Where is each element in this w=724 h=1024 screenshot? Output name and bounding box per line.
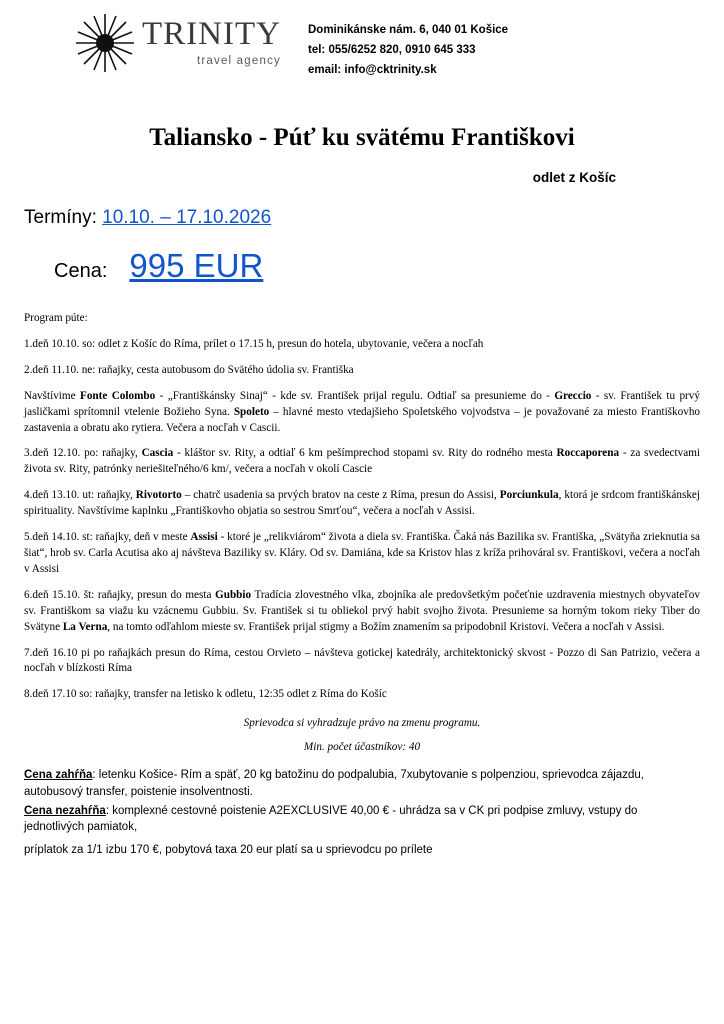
company-logo (24, 12, 281, 74)
program-paragraph-assisi (24, 530, 700, 578)
text-run: - ktoré je „relikviárom“ života a diela sv. Františka. Čaká nás Bazilika sv. Františka, „Svätyňa zrieknutia sa šiat“, hrob sv. Carla Acutisa ako aj návšteva Baziliky sv. Kláry. Od sv. Damiána, kde sa Kristov hlas z kríža prihováral sv. Františkovi, večera a nocľah v Assisi (24, 531, 700, 575)
price-includes-label: Cena zahŕňa (24, 769, 93, 782)
price-excludes (24, 803, 700, 836)
program-paragraph-cascia (24, 446, 700, 478)
departure-note: odlet z Košíc (532, 170, 616, 185)
program-paragraph-fonte (24, 389, 700, 437)
text-run: 5.deň 14.10. st: raňajky, deň v meste (24, 531, 191, 544)
text-bold: Spoleto (233, 405, 270, 418)
text-run: , na tomto odľahlom mieste sv. František prijal stigmy a Božím znamením sa pripodobnil Kristovi. Večera a nocľah v Assisi. (107, 620, 665, 633)
price-includes (24, 767, 700, 800)
text-bold: La Verna (62, 620, 108, 633)
contact-email: email: info@cktrinity.sk (308, 64, 437, 77)
text-run: , ktorá je srdcom františkánskej spirituality. Navštívime kaplnku „Františkovho objatia so sestrou Smrťou“, večera a nocľah v Assisi. (24, 489, 701, 518)
text-bold: Fonte Colombo (79, 389, 156, 402)
text-run: - kláštor sv. Rity, a odtiaľ 6 km pešímprechod stopami sv. Rity do rodného mesta (173, 447, 557, 460)
program-day-8: 8.deň 17.10 so: raňajky, transfer na letisko k odletu, 12:35 odlet z Ríma do Košíc (24, 688, 387, 701)
logo-title: TRINITY (142, 16, 281, 53)
price-label: Cena: (54, 260, 108, 282)
price-extra-note: príplatok za 1/1 izbu 170 €, pobytová taxa 20 eur platí sa u sprievodcu po prílete (24, 843, 433, 856)
text-bold: Cascia (141, 447, 174, 460)
min-participants-note: Min. počet účastníkov: 40 (303, 741, 421, 754)
text-run: – chatrč usadenia sa prvých bratov na ceste z Ríma, presun do Assisi, (181, 489, 500, 502)
contact-address: Dominikánske nám. 6, 040 01 Košice (308, 24, 509, 36)
price-row (24, 247, 700, 285)
program-heading: Program púte: (24, 312, 88, 324)
price-excludes-label: Cena nezahŕňa (24, 804, 106, 817)
text-bold: Roccaporena (556, 447, 620, 460)
text-run: 4.deň 13.10. ut: raňajky, (24, 489, 136, 502)
text-run: – hlavné mesto vtedajšieho Spoletského vojvodstva – je považované za miesto Františkovho zastavenia a obratu ako rytiera. Večera a nocľah v Cascii. (24, 405, 701, 434)
logo-wordmark (142, 18, 281, 68)
text-bold: Porciunkula (499, 489, 559, 502)
text-run: 6.deň 15.10. št: raňajky, presun do mesta (24, 588, 216, 601)
program-day-7: 7.deň 16.10 pi po raňajkách presun do Ríma, cestou Orvieto – návšteva gotickej katedrály, architektonický skvost - Pozzo di San Patrizio, večera a nocľah v blízkosti Ríma (24, 646, 700, 675)
text-run: - za svedectvami života sv. Rity, patrónky neriešiteľného/6 km/, večera a nocľah v okolí Cascie (24, 447, 700, 476)
document-header (24, 0, 700, 102)
text-run: - sv. František tu prvý jasličkami sprítomnil vtelenie Božieho Syna. (24, 389, 700, 418)
terms-value: 10.10. – 17.10.2026 (102, 207, 272, 228)
terms-label: Termíny: (24, 207, 103, 228)
text-bold: Gubbio (215, 588, 252, 601)
page-title: Taliansko - Púť ku svätému Františkovi (149, 124, 575, 151)
text-run: - „Františkánsky Sinaj“ - kde sv. František prijal regulu. Odtiaľ sa presunieme do - (155, 389, 555, 402)
text-run: Tradícia zlovestného vlka, zbojníka ale predovšetkým počeťnie uzdravenia miestnych obyvateľov sv. Františkom sa viažu ku vzácnemu Gubbiu. Sv. František si tu obliekol prvý habit svojho života. Presunieme sa horným tokom rieky Tiber do Svätyne (24, 588, 700, 633)
program-paragraph-rivotorto (24, 488, 700, 520)
text-bold: Assisi (190, 531, 218, 544)
text-bold: Greccio (554, 389, 592, 402)
program-paragraph-gubbio (24, 588, 700, 636)
sun-star-logo-icon (74, 12, 136, 74)
text-run: Navštívime (24, 389, 80, 402)
terms-row (24, 207, 700, 229)
program-section (24, 311, 700, 703)
contact-block (308, 12, 508, 80)
text-bold: Rivotorto (135, 489, 182, 502)
price-includes-text: : letenku Košice- Rím a späť, 20 kg batožinu do podpalubia, 7xubytovanie s polpenziou, sprievodca zájazdu, autobusový transfer, poistenie insolventnosti. (24, 769, 644, 798)
price-excludes-text: : komplexné cestovné poistenie A2EXCLUSIVE 40,00 € - uhrádza sa v CK pri podpise zmluvy, vstupy do jednotlivých pamiatok, (24, 804, 638, 834)
program-day-2: 2.deň 11.10. ne: raňajky, cesta autobusom do Svätého údolia sv. Františka (24, 363, 354, 376)
guide-note: Sprievodca si vyhradzuje právo na zmenu programu. (243, 717, 481, 730)
price-value: 995 EUR (129, 247, 264, 284)
text-run: 3.deň 12.10. po: raňajky, (24, 447, 142, 460)
program-day-1: 1.deň 10.10. so: odlet z Košíc do Ríma, prílet o 17.15 h, presun do hotela, ubytovanie, večera a nocľah (24, 337, 484, 350)
logo-subtitle: travel agency (196, 55, 281, 68)
contact-phone: tel: 055/6252 820, 0910 645 333 (308, 44, 476, 57)
